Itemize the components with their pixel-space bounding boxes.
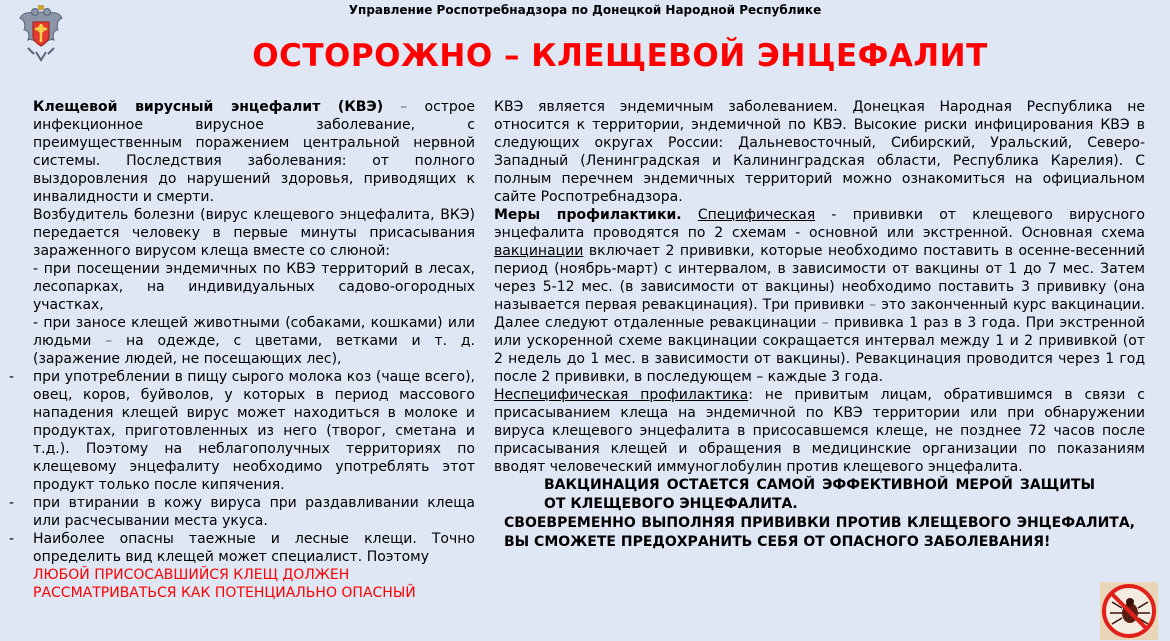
intro-paragraph: Клещевой вирусный энцефалит (КВЭ) – острое инфекционное вирусное заболевание, с преимущественным поражением центральной нервной системы. Последствия заболевания: от полного выздоровления до нарушений здоровья, приводящих к инвалидности и смерти.: [33, 99, 475, 205]
no-tick-sign-icon: [1100, 582, 1158, 640]
endemic-paragraph: КВЭ является эндемичным заболеванием. Донецкая Народная Республика не относится к территории, эндемичной по КВЭ. Высокие риски инфицирования КВЭ в следующих округах России: Дальневосточный, Сибирский, Уральский, Северо-Западный (Ленинградская и Калининградская области, Республика Карелия). С полным перечнем эндемичных территорий можно ознакомиться на официальном сайте Роспотребнадзора.: [494, 99, 1145, 205]
organization-name: Управление Роспотребнадзора по Донецкой Народной Республике: [348, 3, 822, 17]
vaccination-callout: ВАКЦИНАЦИЯ ОСТАЕТСЯ САМОЙ ЭФФЕКТИВНОЙ МЕРОЙ ЗАЩИТЫ ОТ КЛЕЩЕВОГО ЭНЦЕФАЛИТА.: [544, 477, 1095, 512]
route-item-1: - при посещении эндемичных по КВЭ территорий в лесах, лесопарках, на индивидуальных садово-огородных участках,: [33, 261, 475, 313]
list-item: - при употреблении в пищу сырого молока коз (чаще всего), овец, коров, буйволов, у которых в период массового нападения клещей вирус может находиться в молоке и продуктах, приготовленных из него (творог, сметана и т.д.). Поэтому на неблагополучных территориях по клещевому энцефалиту необходимо употреблять этот продукт только после кипячения.: [9, 369, 475, 493]
intro-term: Клещевой вирусный энцефалит (КВЭ): [33, 99, 384, 115]
prevention-paragraph: Меры профилактики. Специфическая - прививки от клещевого вирусного энцефалита проводятся по 2 схемам - основной или экстренной. Основная схема вакцинации включает 2 прививки, которые необходимо поставить в осенне-весенний период (ноябрь-март) с интервалом, в зависимости от вакцины от 1 до 7 мес. Затем через 5-12 мес. (в зависимости от вакцины) необходимо поставить 3 прививку (она называется первая ревакцинация). Три прививки – это законченный курс вакцинации. Далее следуют отдаленные ревакцинации – прививка 1 раз в 3 года. При экстренной или ускоренной схеме вакцинации сокращается интервал между 1 и 2 прививкой (от 2 недель до 1 мес. в зависимости от вакцины). Ревакцинация проводится через 1 год после 2 прививки, в последующем – каждые 3 года.: [494, 207, 1145, 385]
page-title: ОСТОРОЖНО – КЛЕЩЕВОЙ ЭНЦЕФАЛИТ: [252, 38, 988, 74]
protection-callout: СВОЕВРЕМЕННО ВЫПОЛНЯЯ ПРИВИВКИ ПРОТИВ КЛЕЩЕВОГО ЭНЦЕФАЛИТА, ВЫ СМОЖЕТЕ ПРЕДОХРАНИТЬ СЕБЯ ОТ ОПАСНОГО ЗАБОЛЕВАНИЯ!: [504, 515, 1135, 550]
prevention-label: Меры профилактики.: [494, 207, 682, 223]
left-column: [9, 98, 475, 602]
specific-label: Специфическая: [697, 207, 816, 223]
right-column: [494, 98, 1145, 552]
list-item: - Наиболее опасны таежные и лесные клещи. Точно определить вид клещей может специалист. Поэтому: [9, 531, 475, 565]
route-item-2: - при заносе клещей животными (собаками, кошками) или людьми – на одежде, с цветами, ветками и т. д. (заражение людей, не посещающих лес),: [33, 315, 475, 367]
warning-line-1: ЛЮБОЙ ПРИСОСАВШИЙСЯ КЛЕЩ ДОЛЖЕН: [33, 567, 350, 583]
list-item: - при втирании в кожу вируса при раздавливании клеща или расчесывании места укуса.: [9, 495, 475, 529]
nonspecific-label: Неспецифическая профилактика: [494, 387, 749, 403]
agent-paragraph: Возбудитель болезни (вирус клещевого энцефалита, ВКЭ) передается человеку в первые минуты присасывания зараженного вирусом клеща вместе со слюной:: [33, 207, 475, 259]
nonspecific-paragraph: Неспецифическая профилактика: не привитым лицам, обратившимся в связи с присасыванием клеща на эндемичной по КВЭ территории или при обнаружении вируса клещевого энцефалита в присосавшемся клеще, не позднее 72 часов после присасывания клещей и обращения в медицинские организации по показаниям вводят человеческий иммуноглобулин против клещевого энцефалита.: [494, 387, 1145, 475]
warning-line-2: РАССМАТРИВАТЬСЯ КАК ПОТЕНЦИАЛЬНО ОПАСНЫЙ: [33, 585, 416, 601]
